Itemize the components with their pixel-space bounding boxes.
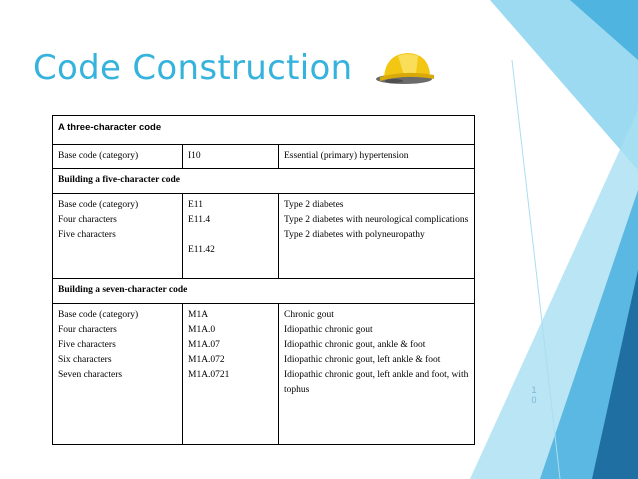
- code-description: Idiopathic chronic gout, left ankle & foot: [284, 355, 441, 365]
- section-heading-row: [53, 279, 475, 304]
- code-cell: [183, 194, 279, 279]
- section-heading-row: [53, 116, 475, 145]
- code-value: E11.4: [188, 215, 211, 225]
- code-value: E11: [188, 200, 203, 210]
- level-label: Seven characters: [58, 370, 123, 380]
- code-row: [53, 145, 475, 169]
- code-description: Idiopathic chronic gout: [284, 325, 373, 335]
- section-heading: A three-character code: [53, 116, 475, 145]
- code-value: I10: [188, 151, 201, 161]
- level-label: Four characters: [58, 325, 117, 335]
- code-value: M1A.0721: [188, 370, 230, 380]
- level-cell: [53, 194, 183, 279]
- level-label: Base code (category): [58, 151, 139, 161]
- code-description: Idiopathic chronic gout, ankle & foot: [284, 340, 426, 350]
- code-value: M1A.07: [188, 340, 220, 350]
- code-description: Chronic gout: [284, 310, 334, 320]
- level-label: Five characters: [58, 230, 116, 240]
- code-description: Essential (primary) hypertension: [284, 151, 409, 161]
- code-description: Type 2 diabetes with neurological complications: [284, 215, 469, 225]
- code-value: E11.42: [188, 245, 215, 255]
- code-row: [53, 194, 475, 279]
- description-cell: [279, 304, 475, 445]
- code-row: [53, 304, 475, 445]
- code-description: Type 2 diabetes with polyneuropathy: [284, 230, 425, 240]
- section-heading-row: [53, 169, 475, 194]
- code-description: Type 2 diabetes: [284, 200, 344, 210]
- page-number-digit: 0: [531, 395, 537, 405]
- code-value: M1A.0: [188, 325, 216, 335]
- level-label: Base code (category): [58, 200, 139, 210]
- description-cell: [279, 145, 475, 169]
- hard-hat-icon: [374, 44, 438, 86]
- slide-title: Code Construction: [33, 48, 353, 88]
- code-cell: [183, 304, 279, 445]
- level-cell: [53, 304, 183, 445]
- code-construction-table: [52, 115, 475, 445]
- level-label: Four characters: [58, 215, 117, 225]
- section-heading: Building a seven-character code: [53, 279, 475, 304]
- code-value: M1A.072: [188, 355, 225, 365]
- level-label: Base code (category): [58, 310, 139, 320]
- description-cell: [279, 194, 475, 279]
- level-label: Six characters: [58, 355, 112, 365]
- code-value: M1A: [188, 310, 209, 320]
- page-number: [529, 385, 539, 405]
- section-heading: Building a five-character code: [53, 169, 475, 194]
- level-cell: [53, 145, 183, 169]
- page-number-digit: 1: [531, 385, 537, 395]
- code-cell: [183, 145, 279, 169]
- level-label: Five characters: [58, 340, 116, 350]
- code-description: Idiopathic chronic gout, left ankle and foot, with tophus: [284, 370, 469, 395]
